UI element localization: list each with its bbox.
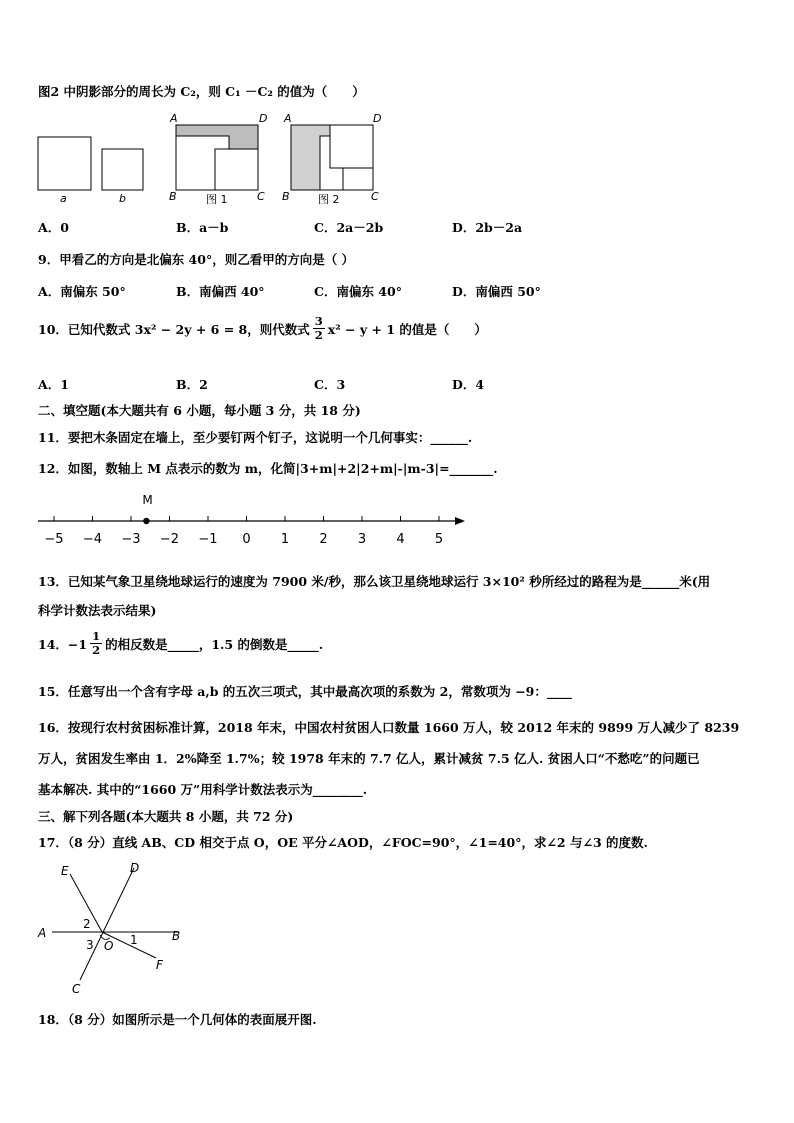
fig17-A: A [38, 926, 47, 940]
fig2-D: D [373, 112, 382, 125]
q9-stem: 9．甲看乙的方向是北偏东 40°，则乙看甲的方向是（ ） [38, 252, 355, 267]
tick-label: −5 [44, 532, 64, 547]
fig17-B: B [172, 929, 181, 943]
q8-stem: 图2 中阴影部分的周长为 C₂，则 C₁ －C₂ 的值为（ ） [38, 84, 365, 99]
fig1-A: A [170, 112, 178, 125]
fig2-caption: 图 2 [318, 193, 340, 206]
fig1-B: B [169, 190, 177, 203]
q10-options [38, 375, 598, 393]
tick-label: 4 [396, 532, 405, 547]
tick-label: 5 [434, 532, 444, 547]
q14-stem [38, 630, 323, 657]
q8-figure [30, 108, 400, 208]
q9-option-c: C．南偏东 40° [314, 284, 402, 299]
q17-figure [30, 858, 210, 998]
q10-option-d: D．4 [452, 377, 485, 392]
tick-label: 3 [357, 532, 367, 547]
section3-heading: 三、解下列各题(本大题共 8 小题，共 72 分) [38, 809, 294, 824]
q18: 18．（8 分）如图所示是一个几何体的表面展开图. [38, 1012, 317, 1027]
q10-option-b: B．2 [176, 377, 208, 392]
q8-option-b: B．a－b [176, 220, 229, 235]
q14-suffix: 的相反数是_____，1.5 的倒数是_____. [105, 636, 324, 652]
q10-stem [38, 315, 487, 342]
q8-options [38, 218, 598, 236]
fig17-D: D [130, 861, 140, 875]
q11: 11．要把木条固定在墙上，至少要钉两个钉子，这说明一个几何事实：______. [38, 430, 473, 445]
q13-line1: 13．已知某气象卫星绕地球运行的速度为 7900 米/秒，那么该卫星绕地球运行 3×10² 秒所经过的路程为是______米(用 [38, 574, 711, 589]
fig1-C: C [257, 190, 265, 203]
fig17-angle2: 2 [83, 917, 91, 931]
point-m-label: M [142, 493, 153, 507]
tick-label: 1 [280, 532, 290, 547]
fig1-caption: 图 1 [206, 193, 228, 206]
point-m [143, 518, 149, 524]
q16-line3: 基本解决. 其中的“1660 万”用科学计数法表示为________. [38, 782, 368, 797]
q15: 15．任意写出一个含有字母 a,b 的五次三项式，其中最高次项的系数为 2，常数项为 −9：____ [38, 684, 572, 699]
fig17-E: E [61, 864, 69, 878]
q16-line2: 万人，贫困发生率由 1．2%降至 1.7%；较 1978 年末的 7.7 亿人，累计减贫 7.5 亿人. 贫困人口“不愁吃”的问题已 [38, 751, 700, 766]
q10-prefix: 10．已知代数式 3x² − 2y + 6 = 8，则代数式 [38, 321, 310, 337]
fig17-angle3: 3 [86, 938, 94, 952]
tick-label: −4 [82, 532, 103, 547]
q10-option-a: A．1 [38, 377, 69, 392]
q9-option-a: A．南偏东 50° [38, 284, 126, 299]
q12: 12．如图，数轴上 M 点表示的数为 m，化简|3+m|+2|2+m|-|m-3|=_______. [38, 461, 498, 476]
q16-line1: 16．按现行农村贫困标准计算，2018 年末，中国农村贫困人口数量 1660 万人，较 2012 年末的 9899 万人减少了 8239 [38, 720, 740, 735]
q17-stem: 17．（8 分）直线 AB、CD 相交于点 O，OE 平分∠AOD，∠FOC=90°，∠1=40°，求∠2 与∠3 的度数. [38, 835, 648, 850]
tick-label: 2 [319, 532, 328, 547]
fig17-angle1: 1 [130, 933, 138, 947]
q10-frac-num: 3 [314, 314, 323, 328]
q9-option-b: B．南偏西 40° [176, 284, 265, 299]
q14-frac-den: 2 [92, 643, 101, 658]
number-line [30, 490, 480, 552]
tick-label: −1 [198, 532, 218, 547]
fig17-O: O [104, 939, 114, 953]
q10-option-c: C．3 [314, 377, 346, 392]
q8-option-a: A．0 [38, 220, 69, 235]
fig2-A: A [284, 112, 292, 125]
tick-label: −2 [159, 532, 180, 547]
q14-prefix: 14．−1 [38, 636, 88, 652]
label-a: a [60, 192, 67, 205]
q13-line2: 科学计数法表示结果) [38, 603, 157, 618]
q10-frac-den: 2 [314, 328, 323, 343]
q10-fraction [313, 315, 325, 342]
q9-option-d: D．南偏西 50° [452, 284, 541, 299]
fig1-D: D [259, 112, 268, 125]
fig2-B: B [282, 190, 290, 203]
q14-fraction [90, 630, 102, 657]
q14-frac-num: 1 [92, 629, 101, 643]
fig17-C: C [72, 982, 81, 996]
label-b: b [119, 192, 126, 205]
q9-options [38, 282, 598, 300]
tick-label: 0 [242, 532, 251, 547]
fig2-C: C [371, 190, 379, 203]
q8-option-d: D．2b－2a [452, 220, 523, 235]
q8-option-c: C．2a－2b [314, 220, 384, 235]
fig17-F: F [156, 958, 163, 972]
tick-label: −3 [121, 532, 141, 547]
q10-suffix: x² − y + 1 的值是（ ） [327, 321, 487, 337]
section2-heading: 二、填空题(本大题共有 6 小题，每小题 3 分，共 18 分) [38, 403, 361, 418]
